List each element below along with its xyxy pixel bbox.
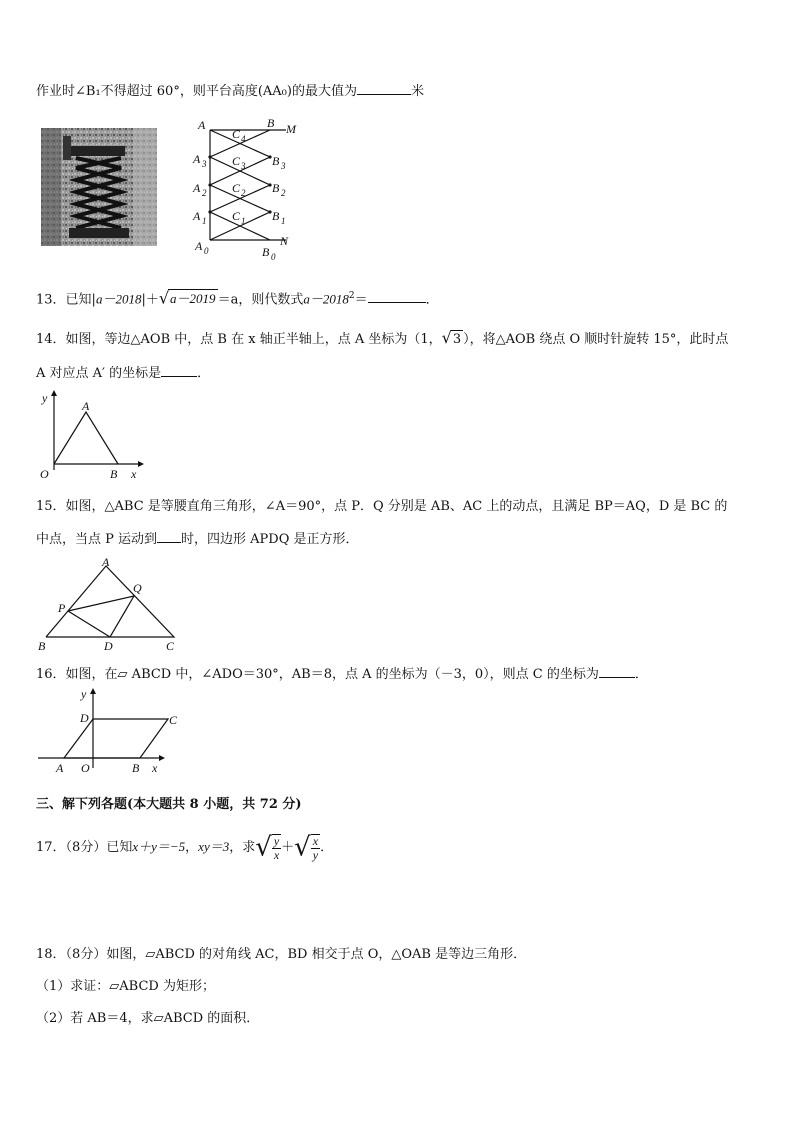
label-A2: A — [193, 181, 201, 195]
q15-triangle-figure — [34, 556, 184, 654]
label-Q: Q — [133, 581, 142, 595]
q12-answer-blank[interactable] — [357, 82, 411, 95]
q14-answer-blank[interactable] — [161, 364, 197, 377]
q18-stem: （8分）如图，▱ABCD 的对角线 AC，BD 相交于点 O，△OAB 是等边三角形． — [65, 947, 527, 962]
label-B2: B — [272, 181, 280, 195]
label-A3: A — [193, 152, 201, 166]
label-B0-sub: 0 — [271, 252, 276, 262]
label-M: M — [286, 122, 296, 136]
label-C3: C — [232, 154, 241, 168]
q13-exponent: 2 — [348, 291, 355, 301]
label-C: C — [166, 639, 175, 653]
label-D: D — [80, 711, 89, 725]
label-C3-sub: 3 — [241, 161, 246, 171]
label-C1: C — [232, 209, 241, 223]
label-x: x — [152, 761, 158, 775]
label-A: A — [198, 118, 206, 132]
label-B: B — [110, 467, 118, 481]
q15-line1 — [36, 498, 727, 516]
q13-expr1: a－2018 — [95, 291, 142, 307]
q17-text — [36, 832, 333, 863]
sqrt-icon: √ — [255, 832, 272, 863]
label-B: B — [38, 639, 46, 653]
q13-text-d: ＝ — [354, 292, 368, 308]
label-O: O — [40, 467, 49, 481]
q14-line2-pre: A 对应点 A′ 的坐标是 — [36, 366, 162, 381]
q14-line2 — [36, 364, 210, 383]
q17-number: 17． — [36, 840, 66, 855]
q12-scissor-diagram — [190, 116, 310, 264]
label-C1-sub: 1 — [241, 216, 246, 226]
label-x: x — [131, 467, 137, 481]
q16-text-post: ． — [634, 667, 648, 682]
q17-plus: ＋ — [281, 840, 295, 855]
q18-part2: （2）若 AB＝4，求▱ABCD 的面积． — [36, 1011, 260, 1026]
q17-eq1: x＋y＝−5 — [132, 839, 186, 854]
label-A0: A — [195, 239, 203, 253]
q17-f2-num: x — [312, 833, 319, 848]
sqrt-icon: √ — [294, 832, 311, 863]
label-C4-sub: 4 — [241, 134, 246, 144]
q14-line1-pre: 如图，等边△AOB 中，点 B 在 x 轴正半轴上，点 A 坐标为（1， — [65, 332, 442, 347]
label-B: B — [267, 116, 275, 130]
q13-text-c: ＝a，则代数式 — [217, 292, 304, 308]
y-arrow-icon — [51, 390, 57, 396]
label-B1-sub: 1 — [281, 216, 286, 226]
label-A0-sub: 0 — [204, 246, 209, 256]
q14-number: 14． — [36, 332, 66, 347]
label-O: O — [81, 761, 90, 775]
lift-platform — [69, 146, 125, 156]
q13-text-a: 已知| — [65, 292, 96, 308]
label-B3: B — [272, 154, 280, 168]
triangle-AOB — [54, 412, 118, 464]
y-arrow-icon — [90, 688, 96, 694]
label-A: A — [56, 761, 64, 775]
label-P: P — [58, 601, 66, 615]
q13-number: 13． — [36, 292, 66, 308]
q12-text-post: 米 — [410, 84, 424, 99]
q15-line2-pre: 中点，当点 P 运动到 — [36, 532, 158, 547]
q17-text-end: ． — [320, 840, 334, 855]
q15-line1-text: 如图，△ABC 是等腰直角三角形，∠A＝90°，点 P．Q 分别是 AB、AC 上的动点，且满足 BP＝AQ，D 是 BC 的 — [65, 499, 728, 514]
q16-answer-blank[interactable] — [599, 665, 635, 678]
label-B3-sub: 3 — [281, 161, 286, 171]
q14-line1-post: ），将△AOB 绕点 O 顺时针旋转 15°，此时点 — [463, 332, 729, 347]
q13-answer-blank[interactable] — [368, 290, 426, 303]
q13-radicand: a－2019 — [170, 291, 216, 307]
label-A: A — [82, 399, 90, 413]
q17-text-b: ，求 — [229, 840, 256, 855]
label-A: A — [102, 555, 110, 569]
segment-PD — [68, 611, 110, 637]
q17-f1-num: y — [273, 833, 280, 848]
label-A1-sub: 1 — [202, 216, 207, 226]
q18-part1: （1）求证：▱ABCD 为矩形； — [36, 979, 215, 994]
q14-line2-post: ． — [197, 366, 211, 381]
label-B1: B — [272, 209, 280, 223]
label-C4: C — [232, 127, 241, 141]
lift-base — [69, 228, 129, 238]
q16-text-pre: 如图，在▱ ABCD 中，∠ADO＝30°，AB＝8，点 A 的坐标为（－3，0），则点 C 的坐标为 — [65, 667, 599, 682]
q13-text-b: |＋ — [141, 292, 159, 308]
x-arrow-icon — [159, 755, 165, 761]
segment-PQ — [68, 596, 134, 611]
q18-number: 18． — [36, 947, 66, 962]
q15-line2-post: 时，四边形 APDQ 是正方形． — [181, 532, 359, 547]
q17-fraction-1 — [272, 834, 281, 862]
q16-text — [36, 665, 648, 684]
label-B2-sub: 2 — [281, 188, 286, 198]
sqrt-icon: √ — [158, 288, 170, 308]
q15-line2 — [36, 530, 359, 549]
section-3-title: 三、解下列各题(本大题共 8 小题，共 72 分) — [36, 797, 302, 812]
x-arrow-icon — [138, 461, 144, 467]
q12-text — [36, 82, 424, 101]
label-B0: B — [262, 245, 270, 259]
label-A3-sub: 3 — [202, 159, 207, 169]
q15-number: 15． — [36, 499, 66, 514]
q17-sep: ， — [185, 840, 199, 855]
label-D: D — [104, 639, 113, 653]
q17-eq2: xy＝3 — [198, 839, 230, 854]
label-y: y — [81, 687, 87, 701]
label-N: N — [280, 234, 289, 248]
q17-f1-den: x — [273, 847, 280, 862]
q17-fraction-2 — [311, 834, 320, 862]
segment-QD — [110, 596, 134, 637]
label-A1: A — [193, 209, 201, 223]
q15-answer-blank[interactable] — [157, 530, 181, 543]
q16-number: 16． — [36, 667, 66, 682]
q12-text-pre: 作业时∠B₁不得超过 60°，则平台高度(AA₀)的最大值为 — [36, 84, 357, 99]
q18-text — [36, 946, 526, 964]
q13-text — [36, 287, 439, 309]
q14-radicand: 3 — [452, 332, 462, 347]
sqrt-icon: √ — [441, 328, 452, 347]
q16-parallelogram-figure — [34, 686, 178, 778]
label-B: B — [132, 761, 140, 775]
label-C2: C — [232, 181, 241, 195]
label-C2-sub: 2 — [241, 188, 246, 198]
q13-expr2: a－2018 — [303, 291, 349, 307]
q14-triangle-figure — [34, 390, 144, 482]
q17-text-a: （8分）已知 — [65, 840, 133, 855]
label-A2-sub: 2 — [202, 188, 207, 198]
q13-text-end: ． — [425, 292, 439, 308]
label-y: y — [42, 391, 48, 405]
q17-f2-den: y — [312, 847, 319, 862]
q12-lift-photo — [41, 128, 157, 246]
q14-line1 — [36, 329, 728, 349]
label-C: C — [169, 713, 178, 727]
